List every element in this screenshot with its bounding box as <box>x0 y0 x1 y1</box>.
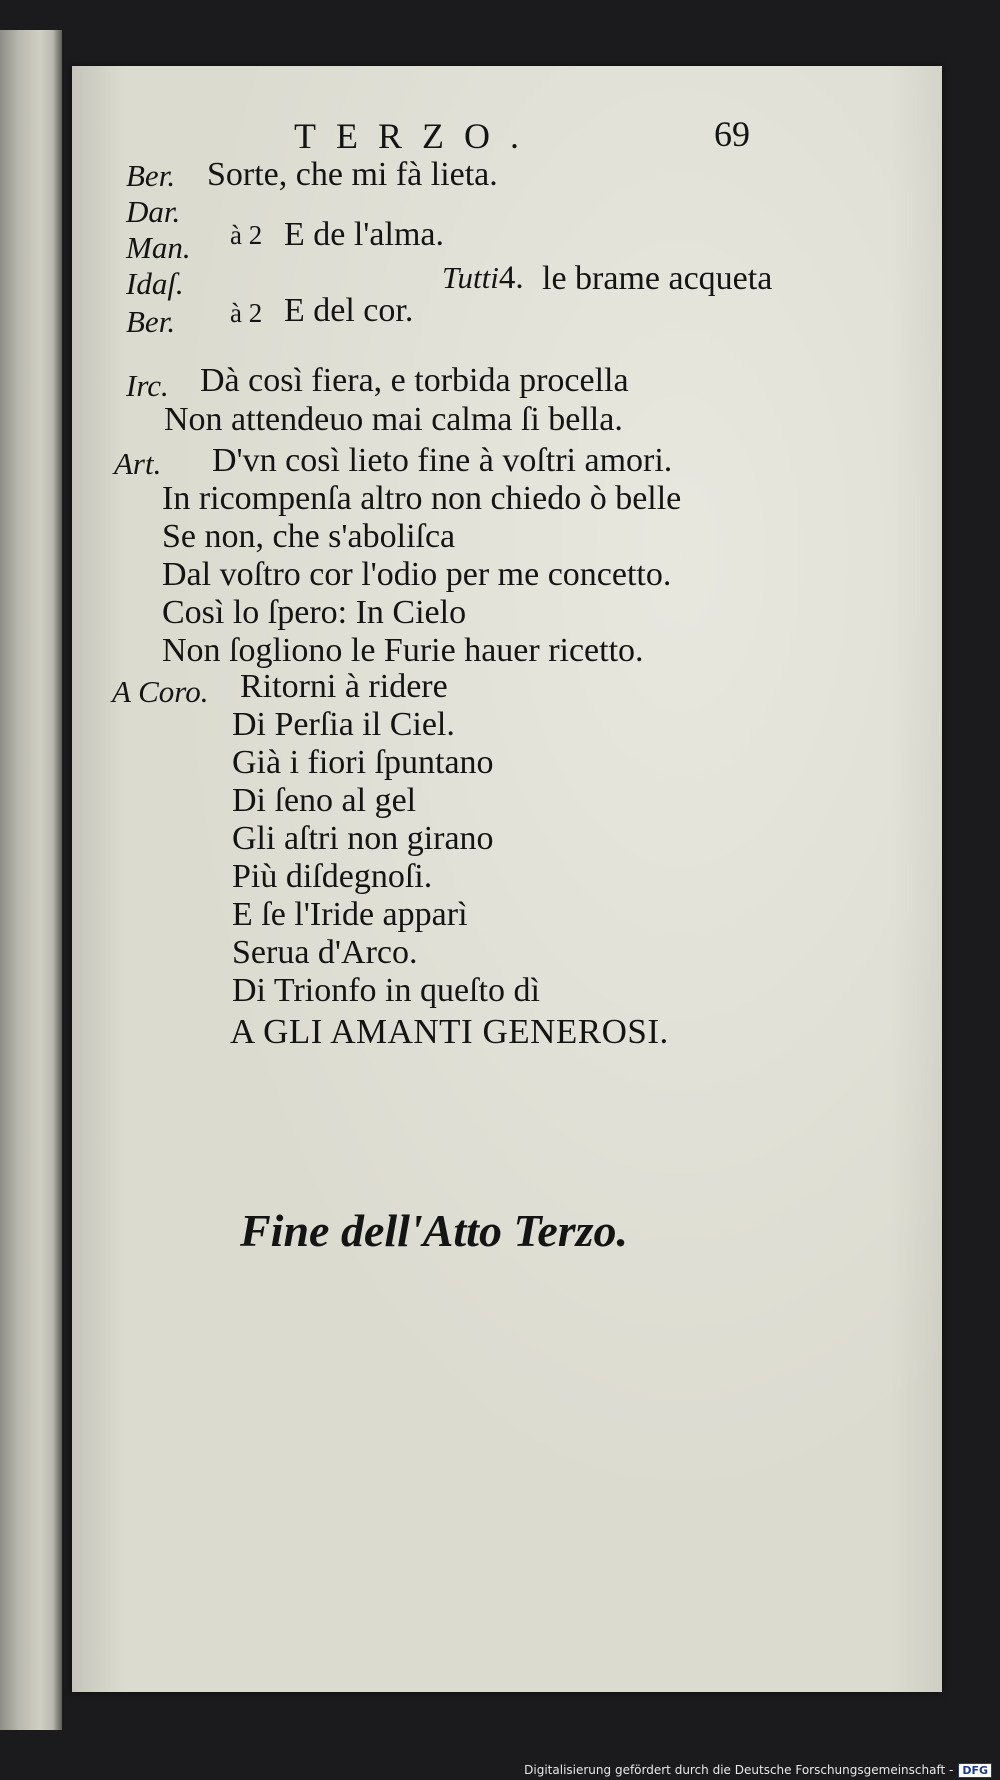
verse-line: Così lo ſpero: In Cielo <box>162 594 467 631</box>
verse-line-caps: A GLI AMANTI GENEROSI. <box>230 1012 669 1051</box>
verse-line: le brame acqueta <box>542 260 773 297</box>
verse-line: Di ſeno al gel <box>232 782 417 819</box>
verse-line: Sorte, che mi fà lieta. <box>207 156 498 193</box>
speaker-idas: Idaſ. <box>126 266 184 301</box>
dfg-logo: DFG <box>958 1763 992 1778</box>
speaker-ber: Ber. <box>126 158 176 193</box>
verse-line: Dal voſtro cor l'odio per me concetto. <box>162 556 672 593</box>
speaker-man: Man. <box>126 230 191 265</box>
verse-line: Non attendeuo mai calma ſi bella. <box>164 401 623 438</box>
speaker-irc: Irc. <box>126 368 169 403</box>
verse-line: E ſe l'Iride apparì <box>232 896 468 933</box>
digitization-credit <box>524 1763 992 1778</box>
end-of-act-title: Fine dell'Atto Terzo. <box>240 1205 629 1256</box>
verse-line: Se non, che s'aboliſca <box>162 518 456 555</box>
verse-line: Gli aſtri non girano <box>232 820 494 857</box>
verse-line: Serua d'Arco. <box>232 934 418 971</box>
verse-line: Non ſogliono le Furie hauer ricetto. <box>162 632 644 669</box>
previous-page-edge <box>0 30 62 1730</box>
verse-line: E del cor. <box>284 292 414 329</box>
verse-line: Ritorni à ridere <box>240 668 448 705</box>
verse-line: Più diſdegnoſi. <box>232 858 433 895</box>
speaker-coro: A Coro. <box>112 674 209 709</box>
verse-line: Di Perſia il Ciel. <box>232 706 455 743</box>
tutti-label: Tutti <box>442 260 499 295</box>
page-number: 69 <box>714 114 750 154</box>
running-head: TERZO. <box>294 116 539 156</box>
verse-line: Dà così fiera, e torbida procella <box>200 362 629 399</box>
book-page <box>72 66 942 1692</box>
stage-direction-tutti <box>442 262 524 295</box>
verse-line: Già i fiori ſpuntano <box>232 744 494 781</box>
verse-line: In ricompenſa altro non chiedo ò belle <box>162 480 682 517</box>
speaker-dar: Dar. <box>126 194 181 229</box>
stage-direction-a2: à 2 <box>230 220 263 250</box>
verse-line: E de l'alma. <box>284 216 445 253</box>
stage-direction-a2: à 2 <box>230 298 263 328</box>
tutti-number: 4. <box>498 260 524 296</box>
verse-line: Di Trionfo in queſto dì <box>232 972 540 1009</box>
speaker-ber: Ber. <box>126 304 176 339</box>
speaker-art: Art. <box>114 446 162 481</box>
verse-line: D'vn così lieto fine à voſtri amori. <box>212 442 673 479</box>
credit-text: Digitalisierung gefördert durch die Deutsche Forschungsgemeinschaft - <box>524 1763 954 1777</box>
